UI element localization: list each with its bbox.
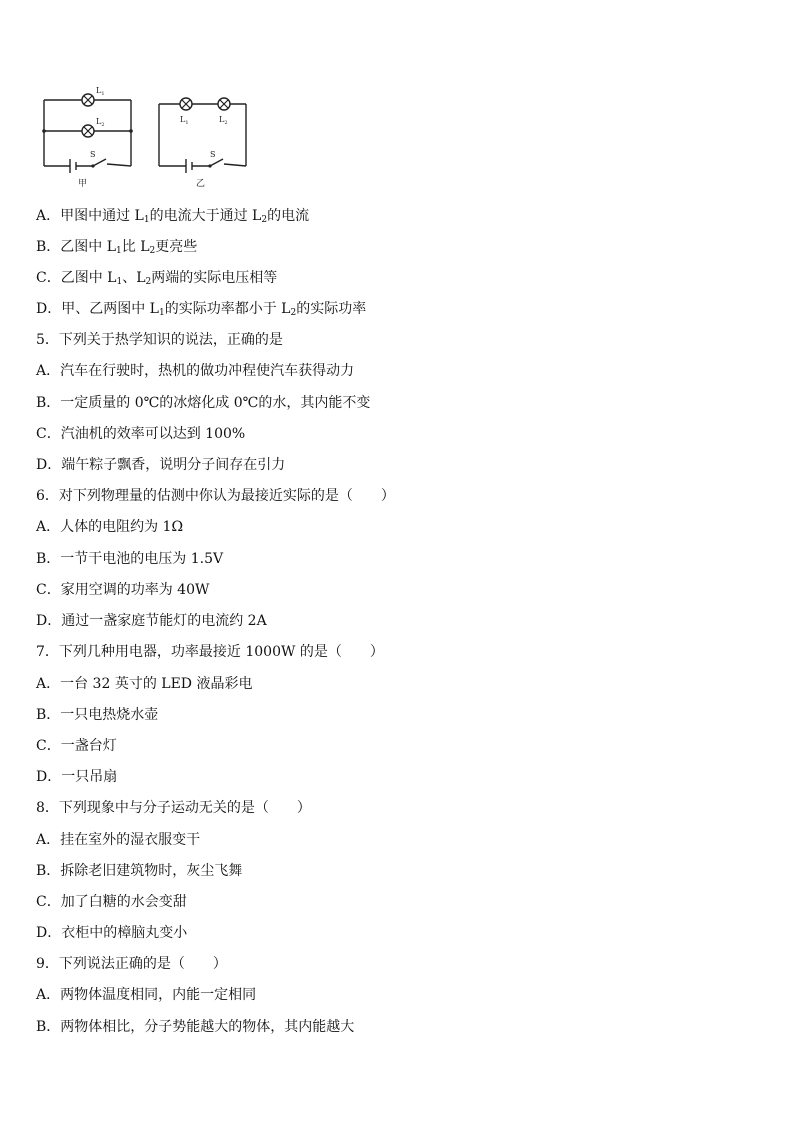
lamp-l1-yi [180,98,192,110]
q8-option-c: C．加了白糖的水会变甜 [36,894,187,910]
q6-option-d: D．通过一盏家庭节能灯的电流约 2A [36,613,267,629]
label-switch-jia: S [90,150,96,159]
q4-option-c: C．乙图中 $L_1$、$L_2$两端的实际电压相等 [36,270,278,287]
caption-jia: 甲 [78,179,88,189]
lamp-l2-jia [82,125,94,137]
circuit-diagrams [36,84,256,194]
q8-option-b: B．拆除老旧建筑物时，灰尘飞舞 [36,863,243,879]
q5-option-d: D．端午粽子飘香，说明分子间存在引力 [36,457,286,473]
lamp-l1-jia [82,94,94,106]
q5-option-c: C．汽油机的效率可以达到 100% [36,426,246,442]
label-switch-yi: S [210,150,216,159]
q6-option-b: B．一节干电池的电压为 1.5V [36,551,224,567]
label-l1-yi: $L_1$ [180,115,189,126]
q5-option-a: A．汽车在行驶时，热机的做功冲程使汽车获得动力 [36,363,355,379]
caption-yi: 乙 [196,179,206,189]
q8-option-a: A．挂在室外的湿衣服变干 [36,832,201,848]
q8-stem: 8．下列现象中与分子运动无关的是（ ） [36,800,311,816]
label-l2-yi: $L_2$ [219,115,228,126]
q7-option-c: C．一盏台灯 [36,738,117,754]
circuit-yi [159,104,246,173]
q8-option-d: D．衣柜中的樟脑丸变小 [36,925,188,941]
q9-stem: 9．下列说法正确的是（ ） [36,956,227,972]
q6-option-c: C．家用空调的功率为 40W [36,582,210,598]
q6-stem: 6．对下列物理量的估测中你认为最接近实际的是（ ） [36,488,395,504]
q4-option-d: D．甲、乙两图中 $L_1$的实际功率都小于 $L_2$的实际功率 [36,301,367,318]
q4-option-b: B．乙图中 $L_1$比 $L_2$更亮些 [36,239,198,256]
q9-option-a: A．两物体温度相同，内能一定相同 [36,987,257,1003]
q7-option-b: B．一只电热烧水壶 [36,707,159,723]
q5-stem: 5．下列关于热学知识的说法，正确的是 [36,332,283,348]
q6-option-a: A．人体的电阻约为 1Ω [36,519,184,535]
label-l2-jia: $L_2$ [96,117,105,128]
q7-option-d: D．一只吊扇 [36,769,118,785]
q5-option-b: B．一定质量的 0℃的冰熔化成 0℃的水，其内能不变 [36,395,371,411]
q4-option-a: A．甲图中通过 $L_1$的电流大于通过 $L_2$的电流 [36,208,310,225]
label-l1-jia: $L_1$ [96,86,105,97]
q7-option-a: A．一台 32 英寸的 LED 液晶彩电 [36,676,253,692]
lamp-l2-yi [218,98,230,110]
q9-option-b: B．两物体相比，分子势能越大的物体，其内能越大 [36,1019,355,1035]
q7-stem: 7．下列几种用电器，功率最接近 1000W 的是（ ） [36,644,384,660]
